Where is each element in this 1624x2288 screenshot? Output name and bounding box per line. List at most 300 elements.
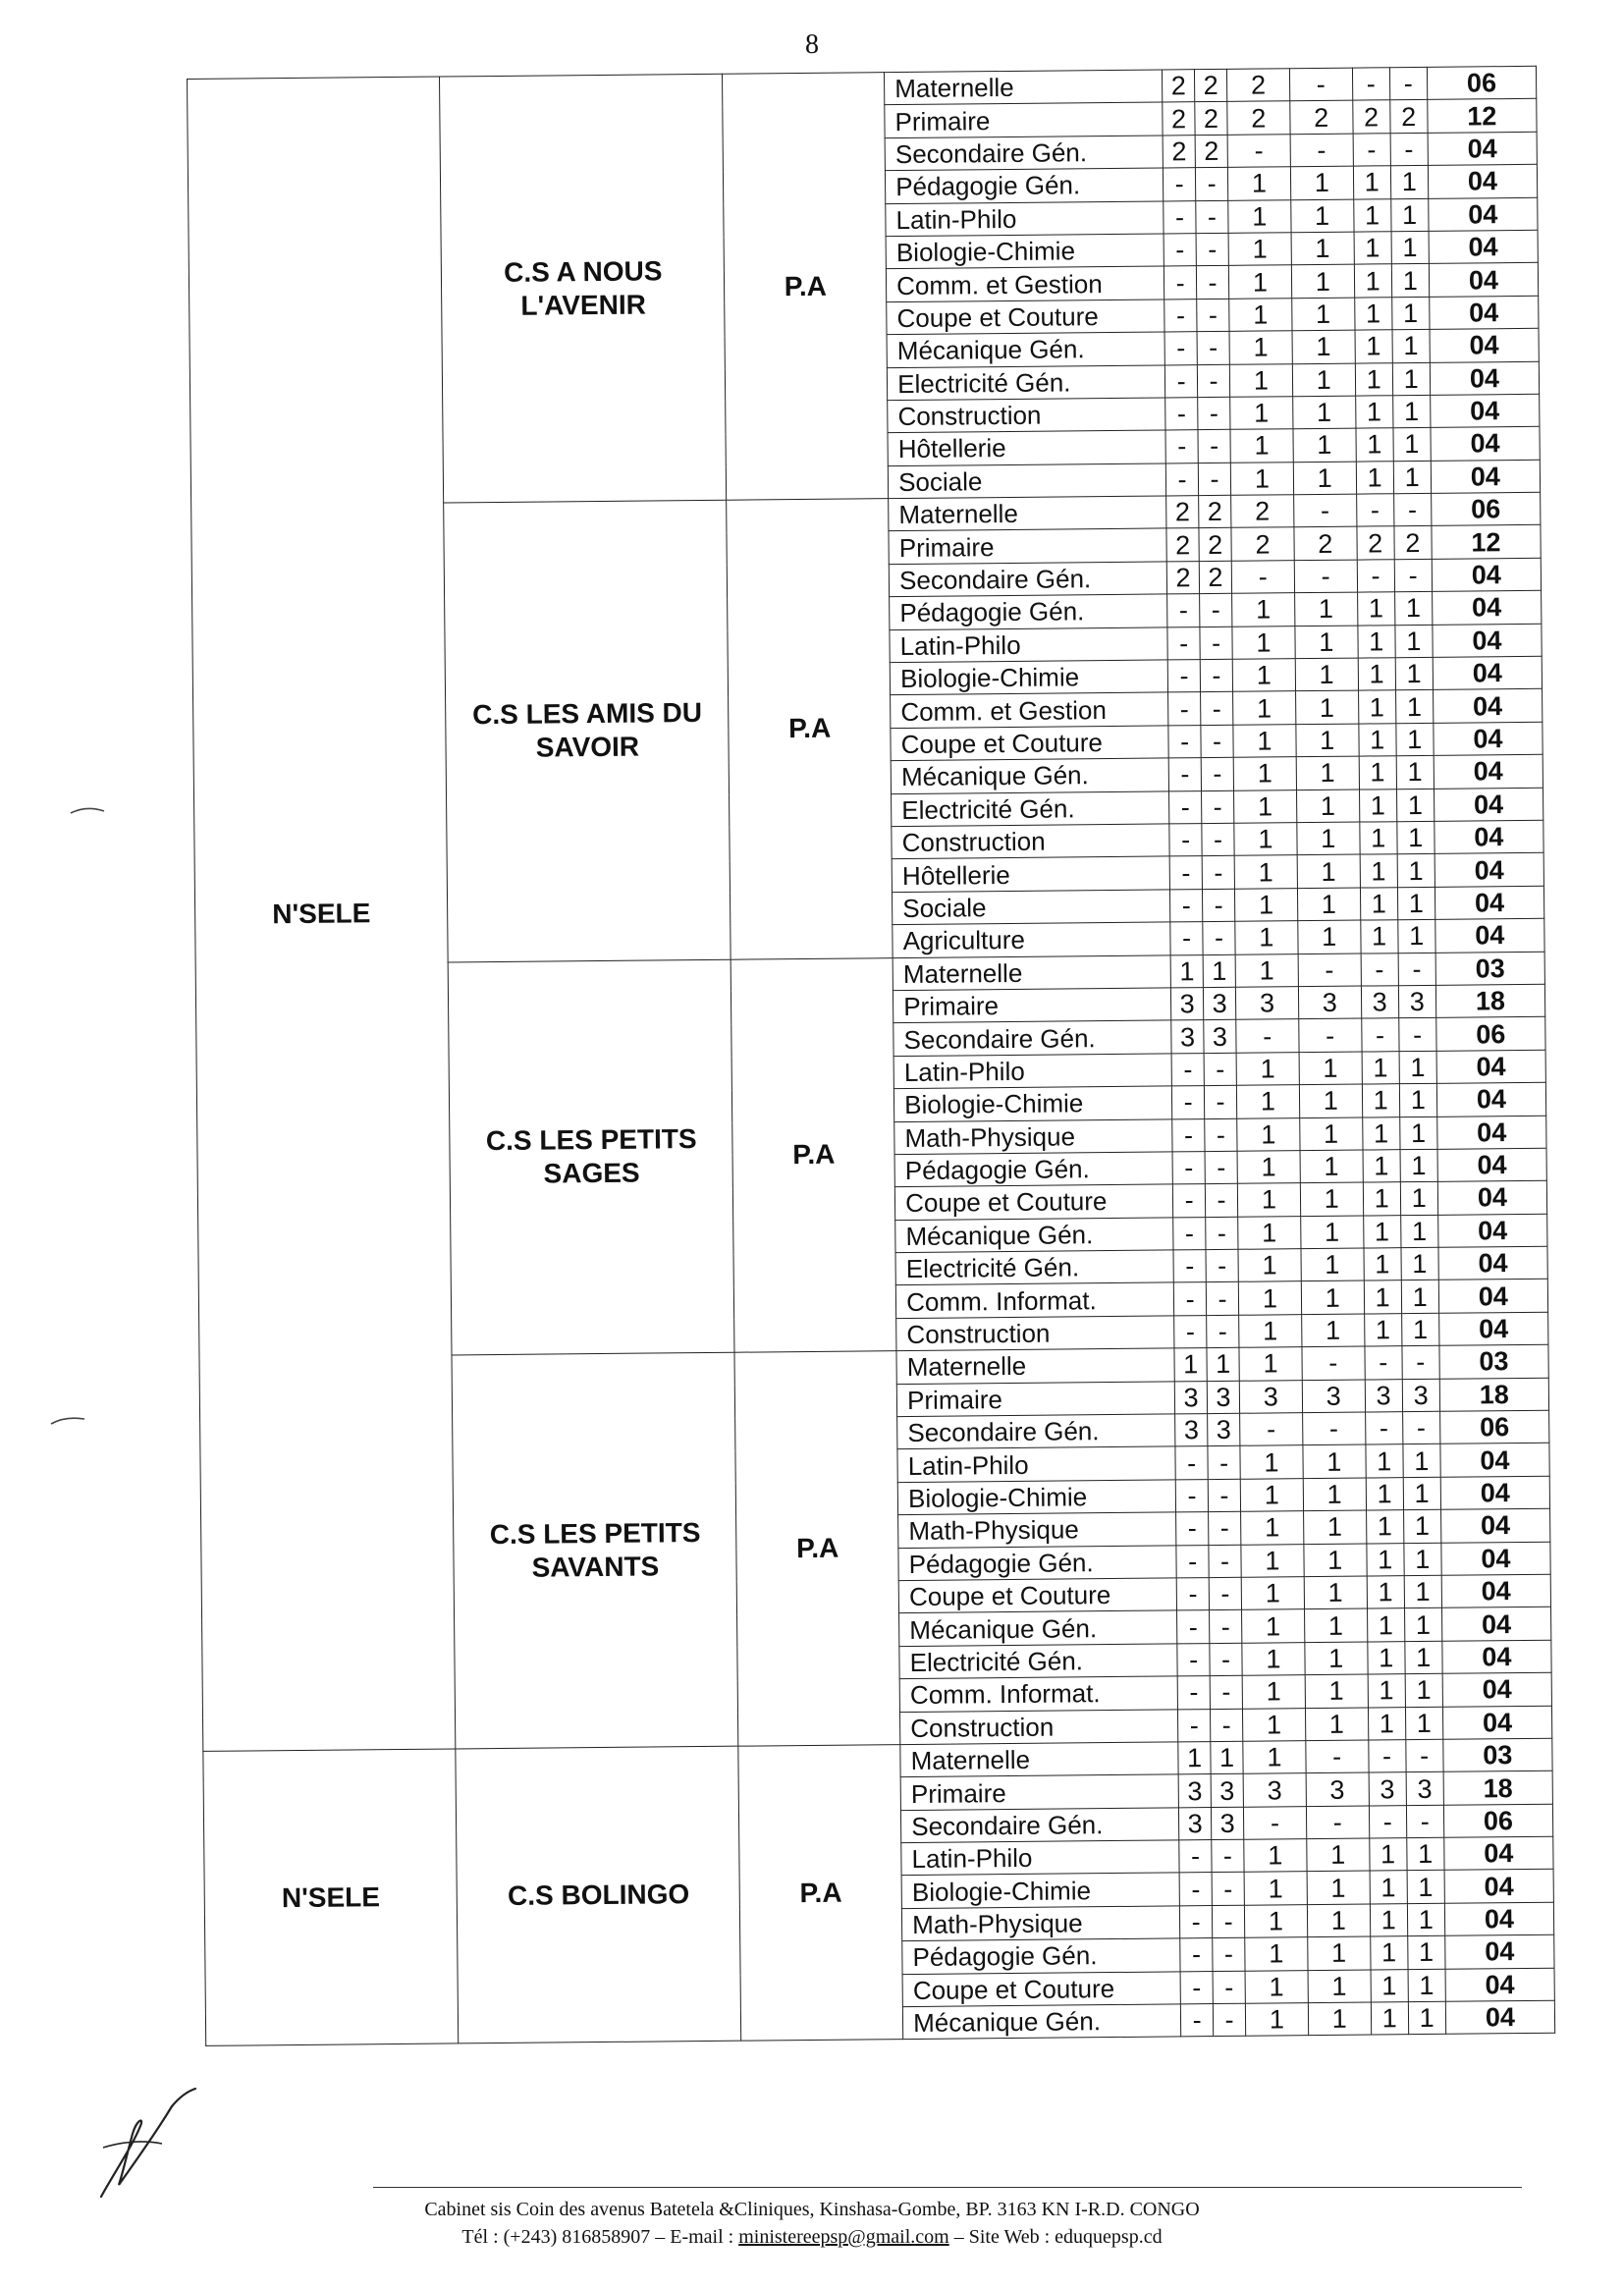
option-cell: Secondaire Gén. <box>901 1808 1179 1843</box>
class-count-cell: 1 <box>1291 264 1354 298</box>
class-count-cell: 1 <box>1396 789 1434 822</box>
total-cell: 04 <box>1444 1836 1554 1870</box>
class-count-cell: 1 <box>1242 1675 1305 1709</box>
class-count-cell: 3 <box>1212 1807 1244 1840</box>
page-number: 8 <box>805 29 819 60</box>
class-count-cell: 1 <box>1244 1905 1307 1938</box>
class-count-cell: 1 <box>1235 953 1298 987</box>
class-count-cell: - <box>1202 856 1234 890</box>
class-count-cell: - <box>1196 167 1228 200</box>
class-count-cell: 2 <box>1231 495 1294 528</box>
class-count-cell: - <box>1164 234 1196 267</box>
class-count-cell: 3 <box>1302 1380 1365 1413</box>
class-count-cell: 1 <box>1245 1937 1308 1971</box>
class-count-cell: 1 <box>1404 1543 1441 1576</box>
class-count-cell: - <box>1171 1053 1204 1086</box>
class-count-cell: 1 <box>1391 297 1429 330</box>
class-count-cell: - <box>1174 1315 1207 1348</box>
class-count-cell: - <box>1164 332 1197 365</box>
class-count-cell: - <box>1200 594 1232 627</box>
margin-mark-lower <box>49 1414 88 1433</box>
option-cell: Coupe et Couture <box>895 1184 1173 1220</box>
class-count-cell: 2 <box>1357 526 1394 560</box>
class-count-cell: - <box>1213 1938 1245 1972</box>
class-count-cell: 1 <box>1300 1182 1363 1216</box>
class-count-cell: - <box>1200 626 1232 660</box>
class-count-cell: - <box>1167 594 1200 627</box>
class-count-cell: - <box>1196 200 1228 234</box>
option-cell: Mécanique Gén. <box>899 1610 1177 1646</box>
option-cell: Construction <box>900 1709 1178 1744</box>
class-count-cell: 1 <box>1362 1084 1399 1117</box>
class-count-cell: - <box>1201 725 1233 758</box>
class-count-cell: - <box>1197 331 1229 364</box>
option-cell: Pédagogie Gén. <box>902 1938 1180 1974</box>
class-count-cell: 1 <box>1234 855 1297 889</box>
class-count-cell: 1 <box>1358 658 1395 691</box>
option-cell: Coupe et Couture <box>902 1972 1180 2007</box>
regime-cell: P.A <box>731 957 897 1352</box>
class-count-cell: - <box>1293 494 1356 527</box>
class-count-cell: 1 <box>1393 461 1431 494</box>
class-count-cell: - <box>1369 1805 1406 1838</box>
class-count-cell: 1 <box>1308 1936 1371 1970</box>
class-count-cell: - <box>1213 1971 1245 2004</box>
class-count-cell: 1 <box>1300 1216 1363 1249</box>
class-count-cell: 1 <box>1229 298 1292 331</box>
class-count-cell: - <box>1173 1250 1206 1283</box>
class-count-cell: - <box>1206 1249 1238 1282</box>
class-count-cell: - <box>1393 493 1431 526</box>
class-count-cell: 1 <box>1400 1215 1437 1248</box>
class-count-cell: 1 <box>1242 1642 1305 1675</box>
option-cell: Secondaire Gén. <box>897 1414 1175 1449</box>
class-count-cell: - <box>1210 1610 1242 1644</box>
total-cell: 06 <box>1443 1804 1553 1837</box>
class-count-cell: 1 <box>1399 1051 1436 1084</box>
class-count-cell: - <box>1202 790 1234 824</box>
total-cell: 18 <box>1439 1378 1549 1411</box>
footer-email-link[interactable]: ministereepsp@gmail.com <box>738 2226 949 2248</box>
class-count-cell: 1 <box>1234 823 1297 856</box>
class-count-cell: 1 <box>1395 690 1433 724</box>
regime-cell: P.A <box>734 1351 900 1746</box>
total-cell: 04 <box>1435 820 1544 853</box>
class-count-cell: 1 <box>1370 1871 1407 1904</box>
class-count-cell: 1 <box>1371 1969 1408 2002</box>
option-cell: Pédagogie Gén. <box>886 168 1164 203</box>
class-count-cell: 1 <box>1244 1872 1307 1905</box>
class-count-cell: - <box>1177 1643 1210 1676</box>
class-count-cell: - <box>1168 692 1201 726</box>
total-cell: 04 <box>1434 754 1543 788</box>
total-cell: 04 <box>1430 328 1540 361</box>
class-count-cell: 1 <box>1298 920 1361 953</box>
class-count-cell: 1 <box>1300 1150 1363 1183</box>
total-cell: 12 <box>1428 99 1538 133</box>
class-count-cell: - <box>1176 1578 1209 1611</box>
class-count-cell: 1 <box>1241 1577 1304 1610</box>
class-count-cell: 1 <box>1296 756 1359 790</box>
class-count-cell: - <box>1170 889 1203 922</box>
class-count-cell: 1 <box>1228 199 1291 233</box>
class-count-cell: 1 <box>1304 1608 1367 1642</box>
class-count-cell: 1 <box>1233 691 1296 725</box>
class-count-cell: - <box>1196 266 1228 300</box>
margin-mark-upper <box>69 803 108 822</box>
class-count-cell: 1 <box>1305 1708 1368 1741</box>
class-count-cell: 1 <box>1401 1280 1438 1314</box>
class-count-cell: 1 <box>1242 1609 1305 1643</box>
class-count-cell: - <box>1402 1346 1439 1380</box>
total-cell: 18 <box>1435 984 1545 1017</box>
class-count-cell: 1 <box>1293 462 1356 495</box>
class-count-cell: 1 <box>1239 1347 1302 1381</box>
option-cell: Agriculture <box>893 922 1170 957</box>
total-cell: 04 <box>1442 1706 1552 1739</box>
class-count-cell: 3 <box>1365 1379 1402 1412</box>
class-count-cell: 1 <box>1366 1543 1403 1576</box>
option-cell: Comm. et Gestion <box>887 266 1164 301</box>
total-cell: 04 <box>1433 624 1543 657</box>
class-count-cell: 2 <box>1199 495 1231 528</box>
class-count-cell: 1 <box>1405 1707 1442 1740</box>
class-count-cell: - <box>1365 1412 1402 1445</box>
class-count-cell: - <box>1181 2004 1214 2038</box>
class-count-cell: - <box>1165 463 1198 496</box>
class-count-cell: 1 <box>1308 2002 1371 2036</box>
class-count-cell: 1 <box>1237 1117 1300 1151</box>
class-count-cell: - <box>1213 1905 1245 1938</box>
class-count-cell: 1 <box>1174 1348 1207 1382</box>
class-count-cell: 1 <box>1245 1970 1308 2003</box>
total-cell: 04 <box>1429 296 1539 329</box>
class-count-cell: 1 <box>1233 724 1296 757</box>
class-count-cell: - <box>1175 1479 1208 1512</box>
total-cell: 04 <box>1438 1246 1548 1280</box>
class-count-cell: - <box>1204 1085 1236 1118</box>
total-cell: 04 <box>1440 1444 1550 1477</box>
class-count-cell: - <box>1299 1018 1362 1052</box>
option-cell: Biologie-Chimie <box>894 1086 1172 1121</box>
class-count-cell: 2 <box>1163 102 1195 136</box>
class-count-cell: 1 <box>1355 396 1392 429</box>
total-cell: 04 <box>1433 689 1543 723</box>
total-cell: 04 <box>1435 918 1545 952</box>
class-count-cell: 1 <box>1392 362 1430 396</box>
class-count-cell: 1 <box>1230 429 1293 463</box>
class-count-cell: 1 <box>1295 626 1358 659</box>
class-count-cell: 1 <box>1240 1445 1303 1479</box>
class-count-cell: - <box>1389 67 1427 100</box>
total-cell: 04 <box>1428 164 1538 197</box>
total-cell: 04 <box>1432 591 1542 625</box>
class-count-cell: 1 <box>1400 1182 1437 1216</box>
class-count-cell: 3 <box>1402 1379 1439 1412</box>
class-count-cell: 1 <box>1364 1314 1401 1347</box>
class-count-cell: 2 <box>1166 561 1199 594</box>
option-cell: Mécanique Gén. <box>903 2004 1181 2040</box>
option-cell: Latin-Philo <box>890 627 1167 663</box>
class-count-cell: - <box>1361 953 1398 986</box>
class-count-cell: 3 <box>1207 1381 1239 1414</box>
class-count-cell: 2 <box>1163 70 1195 103</box>
class-count-cell: 1 <box>1227 167 1290 200</box>
class-count-cell: 1 <box>1407 1871 1444 1904</box>
class-count-cell: - <box>1198 397 1230 430</box>
total-cell: 04 <box>1436 1116 1546 1149</box>
class-count-cell: 1 <box>1307 1838 1370 1872</box>
class-count-cell: 3 <box>1306 1772 1369 1806</box>
class-count-cell: 1 <box>1354 264 1391 298</box>
class-count-cell: 1 <box>1362 1117 1399 1150</box>
class-count-cell: 1 <box>1399 1117 1436 1150</box>
option-cell: Pédagogie Gén. <box>898 1545 1176 1580</box>
class-count-cell: 3 <box>1243 1773 1306 1807</box>
footer-tel: Tél : (+243) 816858907 <box>461 2226 651 2248</box>
class-count-cell: 1 <box>1234 888 1297 921</box>
class-count-cell: 2 <box>1195 102 1227 136</box>
option-cell: Biologie-Chimie <box>897 1480 1175 1515</box>
class-count-cell: 1 <box>1292 330 1355 363</box>
class-count-cell: 2 <box>1195 69 1227 102</box>
class-count-cell: 1 <box>1228 233 1291 266</box>
class-count-cell: 1 <box>1407 1936 1444 1970</box>
class-count-cell: - <box>1206 1282 1238 1316</box>
class-count-cell: - <box>1173 1184 1206 1218</box>
class-count-cell: 1 <box>1394 592 1432 626</box>
class-count-cell: 1 <box>1362 1051 1399 1084</box>
regime-cell: P.A <box>738 1745 903 2042</box>
class-count-cell: 1 <box>1241 1511 1304 1545</box>
class-count-cell: - <box>1210 1643 1242 1676</box>
class-count-cell: 1 <box>1367 1576 1404 1609</box>
class-count-cell: - <box>1236 1019 1299 1053</box>
total-cell: 04 <box>1434 722 1543 755</box>
option-cell: Primaire <box>893 988 1171 1023</box>
class-count-cell: - <box>1198 463 1230 496</box>
total-cell: 03 <box>1443 1738 1553 1771</box>
class-count-cell: 1 <box>1400 1149 1437 1182</box>
class-count-cell: - <box>1302 1412 1365 1445</box>
total-cell: 04 <box>1436 1082 1546 1116</box>
class-count-cell: 1 <box>1305 1642 1368 1675</box>
class-count-cell: - <box>1180 1971 1213 2004</box>
class-count-cell: - <box>1180 1938 1213 1972</box>
option-cell: Construction <box>888 398 1165 433</box>
class-count-cell: 1 <box>1203 954 1235 988</box>
class-count-cell: - <box>1243 1806 1306 1839</box>
class-count-cell: 1 <box>1359 789 1396 822</box>
option-cell: Coupe et Couture <box>898 1578 1176 1613</box>
class-count-cell: - <box>1176 1512 1209 1546</box>
class-count-cell: - <box>1205 1118 1237 1152</box>
class-count-cell: 1 <box>1353 166 1390 199</box>
class-count-cell: 3 <box>1361 986 1398 1019</box>
class-count-cell: - <box>1172 1086 1205 1119</box>
class-count-cell: - <box>1357 560 1394 593</box>
option-cell: Construction <box>896 1316 1174 1351</box>
footer-email-label: – E-mail : <box>650 2226 739 2248</box>
class-count-cell: 3 <box>1174 1381 1207 1414</box>
option-cell: Maternelle <box>896 1348 1174 1384</box>
total-cell: 04 <box>1444 1934 1554 1968</box>
class-count-cell: - <box>1361 1018 1398 1052</box>
class-count-cell: - <box>1167 660 1200 693</box>
class-count-cell: 3 <box>1406 1772 1443 1806</box>
option-cell: Comm. Informat. <box>899 1676 1177 1712</box>
class-count-cell: 1 <box>1357 592 1394 626</box>
class-count-cell: 1 <box>1407 1903 1444 1936</box>
class-count-cell: 1 <box>1244 1839 1307 1873</box>
class-count-cell: 1 <box>1303 1444 1366 1478</box>
class-count-cell: 1 <box>1391 231 1429 264</box>
class-count-cell: 1 <box>1301 1314 1364 1347</box>
class-count-cell: - <box>1169 856 1202 890</box>
class-count-cell: - <box>1164 168 1196 201</box>
total-cell: 18 <box>1443 1771 1553 1805</box>
class-count-cell: 1 <box>1397 919 1435 953</box>
class-count-cell: 1 <box>1307 1904 1370 1937</box>
class-count-cell: 1 <box>1241 1544 1304 1577</box>
class-count-cell: - <box>1180 1905 1213 1938</box>
class-count-cell: - <box>1289 68 1352 101</box>
total-cell: 06 <box>1427 66 1537 99</box>
total-cell: 04 <box>1445 2000 1555 2034</box>
class-count-cell: 1 <box>1303 1478 1366 1511</box>
class-count-cell: 1 <box>1397 887 1435 920</box>
class-count-cell: 1 <box>1405 1673 1442 1707</box>
option-cell: Secondaire Gén. <box>885 136 1163 171</box>
class-count-cell: - <box>1208 1446 1240 1480</box>
class-count-cell: - <box>1402 1411 1439 1444</box>
class-count-cell: 1 <box>1243 1741 1306 1774</box>
class-count-cell: 1 <box>1211 1741 1243 1774</box>
class-count-cell: - <box>1365 1346 1402 1380</box>
class-count-cell: 1 <box>1359 822 1396 855</box>
total-cell: 04 <box>1444 1870 1554 1903</box>
footer <box>0 2196 1624 2251</box>
class-count-cell: 1 <box>1228 265 1291 299</box>
class-count-cell: - <box>1203 889 1235 922</box>
class-count-cell: - <box>1179 1873 1212 1906</box>
class-count-cell: 2 <box>1166 528 1199 562</box>
total-cell: 04 <box>1437 1148 1547 1181</box>
class-count-cell: 1 <box>1395 657 1433 690</box>
class-count-cell: 1 <box>1232 659 1295 692</box>
class-count-cell: 1 <box>1292 396 1355 429</box>
footer-contact <box>0 2223 1624 2251</box>
class-count-cell: - <box>1201 758 1233 791</box>
option-cell: Comm. et Gestion <box>891 692 1168 728</box>
option-cell: Biologie-Chimie <box>886 234 1164 269</box>
class-count-cell: 3 <box>1175 1414 1208 1447</box>
class-count-cell: 1 <box>1364 1248 1401 1281</box>
school-name-cell: C.S LES PETITS SAVANTS <box>452 1352 738 1748</box>
class-count-cell: 3 <box>1298 986 1361 1019</box>
class-count-cell: - <box>1164 200 1196 234</box>
option-cell: Primaire <box>900 1774 1178 1810</box>
class-count-cell: 1 <box>1392 395 1430 428</box>
class-count-cell: 1 <box>1294 592 1357 626</box>
total-cell: 04 <box>1441 1574 1551 1607</box>
class-count-cell: 1 <box>1360 920 1397 953</box>
class-count-cell: 1 <box>1207 1348 1239 1382</box>
class-count-cell: - <box>1298 953 1361 987</box>
total-cell: 04 <box>1438 1280 1548 1313</box>
class-count-cell: 1 <box>1296 790 1359 823</box>
class-count-cell: 1 <box>1234 790 1297 823</box>
class-count-cell: 3 <box>1208 1413 1240 1446</box>
class-count-cell: 1 <box>1170 954 1203 988</box>
class-count-cell: 1 <box>1178 1741 1211 1774</box>
class-count-cell: 2 <box>1352 100 1389 134</box>
class-count-cell: - <box>1209 1577 1241 1610</box>
class-count-cell: 3 <box>1239 1380 1302 1413</box>
option-cell: Maternelle <box>893 954 1170 990</box>
class-count-cell: - <box>1173 1282 1206 1316</box>
school-name-cell: C.S LES PETITS SAGES <box>448 959 734 1355</box>
class-count-cell: 1 <box>1238 1216 1301 1249</box>
class-count-cell: 1 <box>1408 1969 1445 2002</box>
option-cell: Primaire <box>885 102 1163 137</box>
option-cell: Latin-Philo <box>897 1446 1175 1482</box>
commune-cell: N'SELE <box>203 1749 459 2046</box>
class-count-cell: 3 <box>1179 1807 1212 1840</box>
total-cell: 04 <box>1436 1050 1546 1083</box>
class-count-cell: 3 <box>1178 1774 1211 1808</box>
class-count-cell: - <box>1294 560 1357 593</box>
class-count-cell: 1 <box>1404 1575 1441 1608</box>
class-count-cell: 1 <box>1390 166 1428 199</box>
class-count-cell: 2 <box>1199 528 1231 562</box>
class-count-cell: 1 <box>1368 1674 1405 1708</box>
class-count-cell: - <box>1201 692 1233 726</box>
class-count-cell: 1 <box>1366 1510 1403 1544</box>
class-count-cell: 1 <box>1356 461 1393 494</box>
class-count-cell: 1 <box>1296 724 1359 757</box>
class-count-cell: - <box>1368 1740 1405 1773</box>
class-count-cell: 1 <box>1368 1707 1405 1740</box>
total-cell: 03 <box>1435 952 1545 985</box>
class-count-cell: 1 <box>1370 1904 1407 1937</box>
total-cell: 04 <box>1435 886 1544 919</box>
class-count-cell: 1 <box>1401 1247 1438 1280</box>
class-count-cell: 1 <box>1238 1281 1301 1315</box>
class-count-cell: 1 <box>1295 690 1358 724</box>
class-count-cell: 1 <box>1300 1117 1363 1151</box>
class-count-cell: - <box>1212 1839 1244 1873</box>
class-count-cell: 1 <box>1397 854 1435 888</box>
class-count-cell: 2 <box>1226 69 1289 102</box>
class-count-cell: - <box>1165 364 1198 398</box>
class-count-cell: 1 <box>1303 1510 1366 1544</box>
class-count-cell: - <box>1179 1840 1212 1874</box>
option-cell: Sociale <box>893 890 1170 925</box>
class-count-cell: 3 <box>1235 987 1298 1020</box>
class-count-cell: 1 <box>1367 1641 1404 1674</box>
school-name-cell: C.S BOLINGO <box>456 1746 741 2043</box>
class-count-cell: - <box>1211 1709 1243 1742</box>
class-count-cell: 1 <box>1364 1280 1401 1314</box>
class-count-cell: - <box>1398 953 1435 986</box>
class-count-cell: - <box>1306 1806 1369 1839</box>
class-count-cell: 1 <box>1397 821 1435 854</box>
option-cell: Electricité Gén. <box>887 364 1164 400</box>
school-name-cell: C.S A NOUS L'AVENIR <box>440 74 727 503</box>
total-cell: 04 <box>1434 788 1543 821</box>
class-count-cell: - <box>1168 758 1201 791</box>
